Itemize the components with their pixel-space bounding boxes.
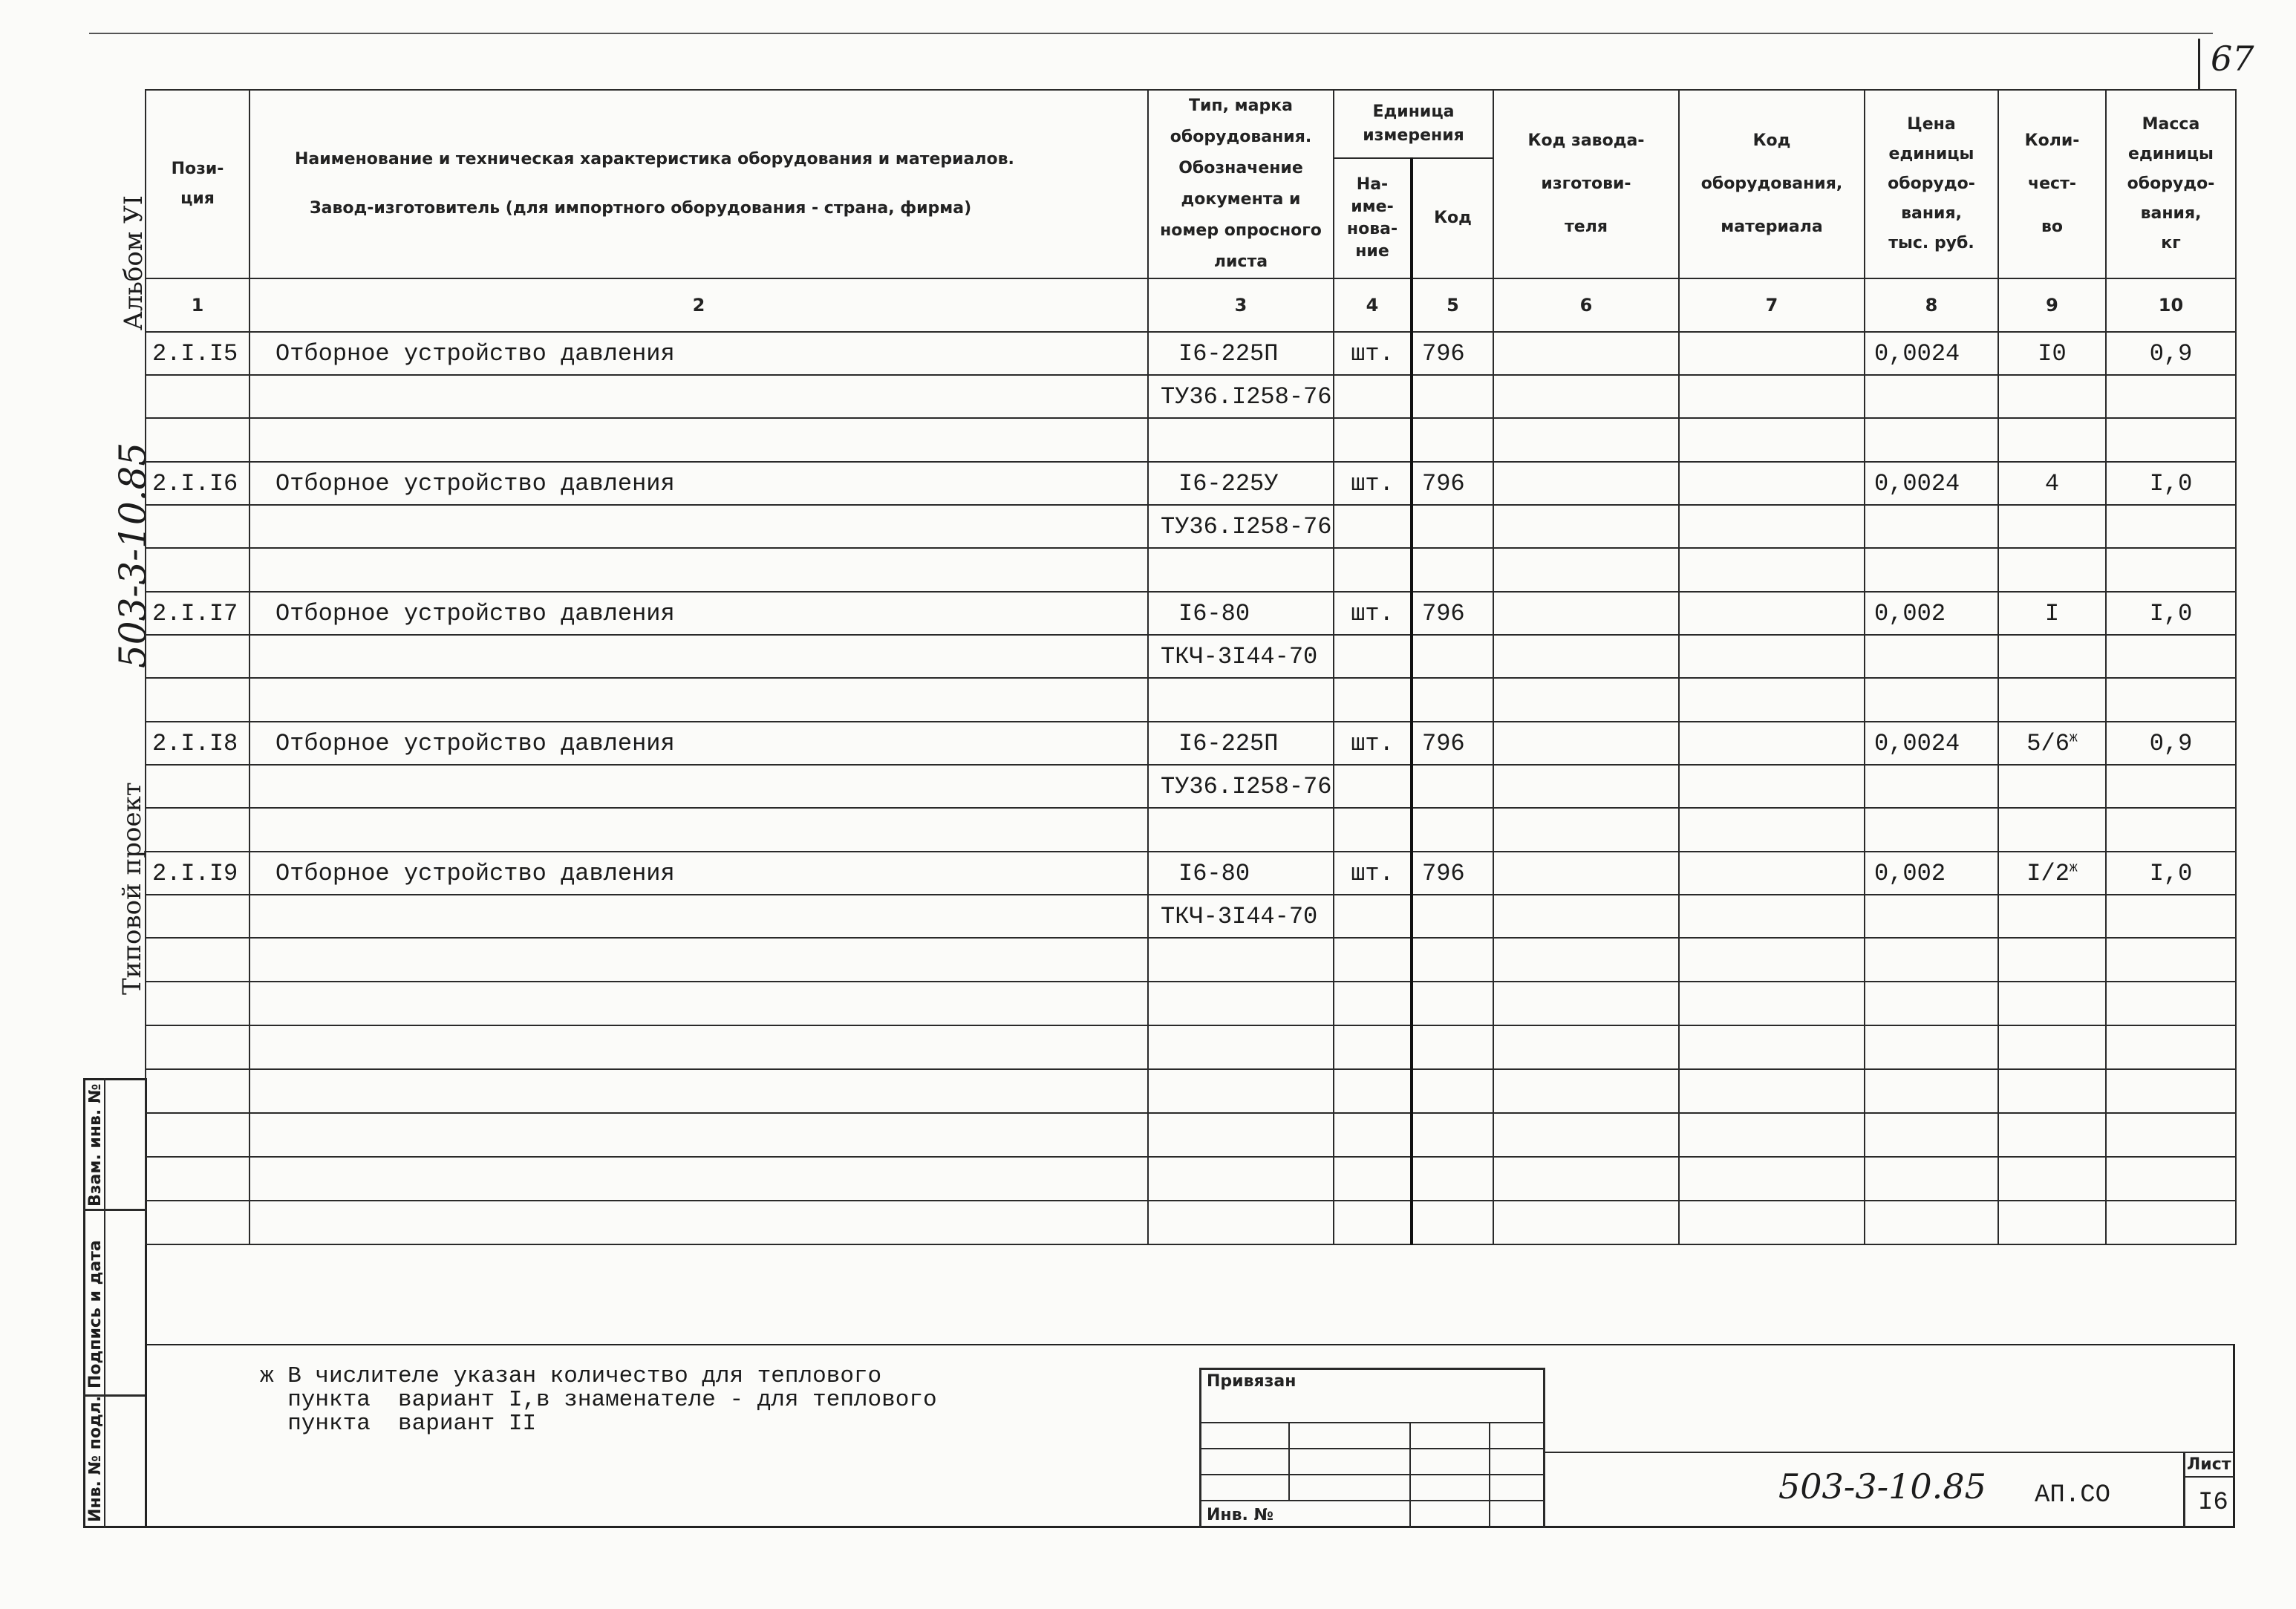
sheet-label: Лист (2187, 1455, 2231, 1474)
row-type: I6-80 (1148, 592, 1334, 635)
blank-row (146, 982, 2236, 1025)
row-mass: I,0 (2106, 852, 2236, 895)
specification-table (145, 89, 2237, 1245)
row-mass: 0,9 (2106, 332, 2236, 375)
row-mass: I,0 (2106, 462, 2236, 505)
col-number: 8 (1865, 278, 1998, 332)
top-rule (89, 33, 2213, 34)
row-mass: I,0 (2106, 592, 2236, 635)
row-name: Отборное устройство давления (250, 462, 1148, 505)
row-type-doc: ТКЧ-3I44-70 (1148, 895, 1334, 938)
row-position: 2.I.I6 (146, 462, 250, 505)
project-type-label: Типовой проект (117, 782, 147, 995)
table-row (146, 375, 2236, 418)
header-unit-code: Код (1412, 158, 1493, 278)
project-code-margin: 503-3-10.85 (111, 442, 154, 668)
col-number: 1 (146, 278, 250, 332)
row-type-doc: ТУ36.I258-76 (1148, 505, 1334, 548)
blank-row (146, 1157, 2236, 1201)
row-quantity (1998, 592, 2106, 635)
header-position: Пози- ция (146, 90, 250, 278)
row-quantity-value: I0 (2038, 339, 2067, 368)
header-type: Тип, марка оборудования. Обозначение документа и номер опросного листа (1148, 90, 1334, 278)
row-unit-code: 796 (1412, 332, 1493, 375)
header-name-line1: Наименование и техническая характеристика оборудования и материалов. (295, 150, 1014, 169)
sheet-code: АП.СО (2035, 1481, 2111, 1510)
row-quantity-value: 5/6 (2026, 729, 2070, 757)
row-unit: шт. (1334, 722, 1412, 765)
row-type-doc: ТУ36.I258-76 (1148, 375, 1334, 418)
header-name-line2: Завод-изготовитель (для импортного оборудования - страна, фирма) (310, 199, 972, 218)
blank-row (146, 1069, 2236, 1113)
table-row (146, 895, 2236, 938)
row-unit-code: 796 (1412, 722, 1493, 765)
table-row (146, 722, 2236, 765)
footnote: ж В числителе указан количество для теплового пункта вариант I,в знаменателе - для теплового пункта вариант II (260, 1363, 937, 1437)
table-row (146, 765, 2236, 808)
row-unit-code: 796 (1412, 592, 1493, 635)
header-quantity: Коли- чест- во (1998, 90, 2106, 278)
row-unit: шт. (1334, 462, 1412, 505)
table-row (146, 332, 2236, 375)
table-row (146, 852, 2236, 895)
row-price: 0,0024 (1865, 332, 1998, 375)
blank-row (146, 1025, 2236, 1069)
row-type: I6-80 (1148, 852, 1334, 895)
blank-row (146, 1113, 2236, 1157)
row-position: 2.I.I9 (146, 852, 250, 895)
row-position: 2.I.I5 (146, 332, 250, 375)
row-unit: шт. (1334, 852, 1412, 895)
row-type: I6-225П (1148, 332, 1334, 375)
row-name: Отборное устройство давления (250, 592, 1148, 635)
table-row (146, 592, 2236, 635)
col-number: 9 (1998, 278, 2106, 332)
bound-label: Привязан (1207, 1372, 1297, 1391)
album-label: Альбом УI (119, 195, 149, 330)
stamp-signature-date: Подпись и дата (86, 1240, 105, 1388)
row-quantity-value: I (2044, 599, 2060, 627)
row-quantity-mark: ж (2069, 730, 2078, 745)
table-row (146, 462, 2236, 505)
row-quantity (1998, 722, 2106, 765)
table-row (146, 505, 2236, 548)
header-name (250, 90, 1148, 278)
header-equipment-code: Код оборудования, материала (1679, 90, 1865, 278)
row-quantity-value: 4 (2044, 469, 2060, 497)
header-unit: Единица измерения (1334, 90, 1493, 158)
column-number-row (146, 278, 2236, 332)
row-position: 2.I.I8 (146, 722, 250, 765)
row-price: 0,0024 (1865, 722, 1998, 765)
stamp-replaced-inv: Взам. инв. № (86, 1083, 105, 1207)
row-mass: 0,9 (2106, 722, 2236, 765)
header-unit-name: На- име- нова- ние (1334, 158, 1412, 278)
row-name: Отборное устройство давления (250, 852, 1148, 895)
col-number: 4 (1334, 278, 1412, 332)
col-number: 6 (1493, 278, 1679, 332)
row-unit: шт. (1334, 592, 1412, 635)
row-price: 0,0024 (1865, 462, 1998, 505)
col-number: 7 (1679, 278, 1865, 332)
row-name: Отборное устройство давления (250, 332, 1148, 375)
page-number: 67 (2198, 39, 2265, 91)
row-price: 0,002 (1865, 852, 1998, 895)
table-row (146, 635, 2236, 678)
row-unit-code: 796 (1412, 462, 1493, 505)
col-number: 2 (250, 278, 1148, 332)
inv-label: Инв. № (1207, 1506, 1274, 1524)
row-type-doc: ТКЧ-3I44-70 (1148, 635, 1334, 678)
row-quantity-mark: ж (2069, 860, 2078, 875)
row-price: 0,002 (1865, 592, 1998, 635)
row-quantity (1998, 852, 2106, 895)
row-position: 2.I.I7 (146, 592, 250, 635)
header-price: Цена единицы оборудо- вания, тыс. руб. (1865, 90, 1998, 278)
header-mass: Масса единицы оборудо- вания, кг (2106, 90, 2236, 278)
row-name: Отборное устройство давления (250, 722, 1148, 765)
row-quantity-value: I/2 (2026, 859, 2070, 887)
row-type: I6-225У (1148, 462, 1334, 505)
sheet-number: I6 (2198, 1489, 2228, 1517)
header-factory-code: Код завода- изготови- теля (1493, 90, 1679, 278)
row-unit-code: 796 (1412, 852, 1493, 895)
document-code: 503-3-10.85 (1778, 1466, 1986, 1507)
row-quantity (1998, 332, 2106, 375)
col-number: 10 (2106, 278, 2236, 332)
row-unit: шт. (1334, 332, 1412, 375)
row-type: I6-225П (1148, 722, 1334, 765)
col-number: 3 (1148, 278, 1334, 332)
blank-row (146, 1201, 2236, 1244)
col-number: 5 (1412, 278, 1493, 332)
row-quantity (1998, 462, 2106, 505)
row-type-doc: ТУ36.I258-76 (1148, 765, 1334, 808)
blank-row (146, 938, 2236, 982)
header-row (146, 90, 2236, 158)
stamp-original-inv: Инв. № подл. (86, 1395, 105, 1522)
